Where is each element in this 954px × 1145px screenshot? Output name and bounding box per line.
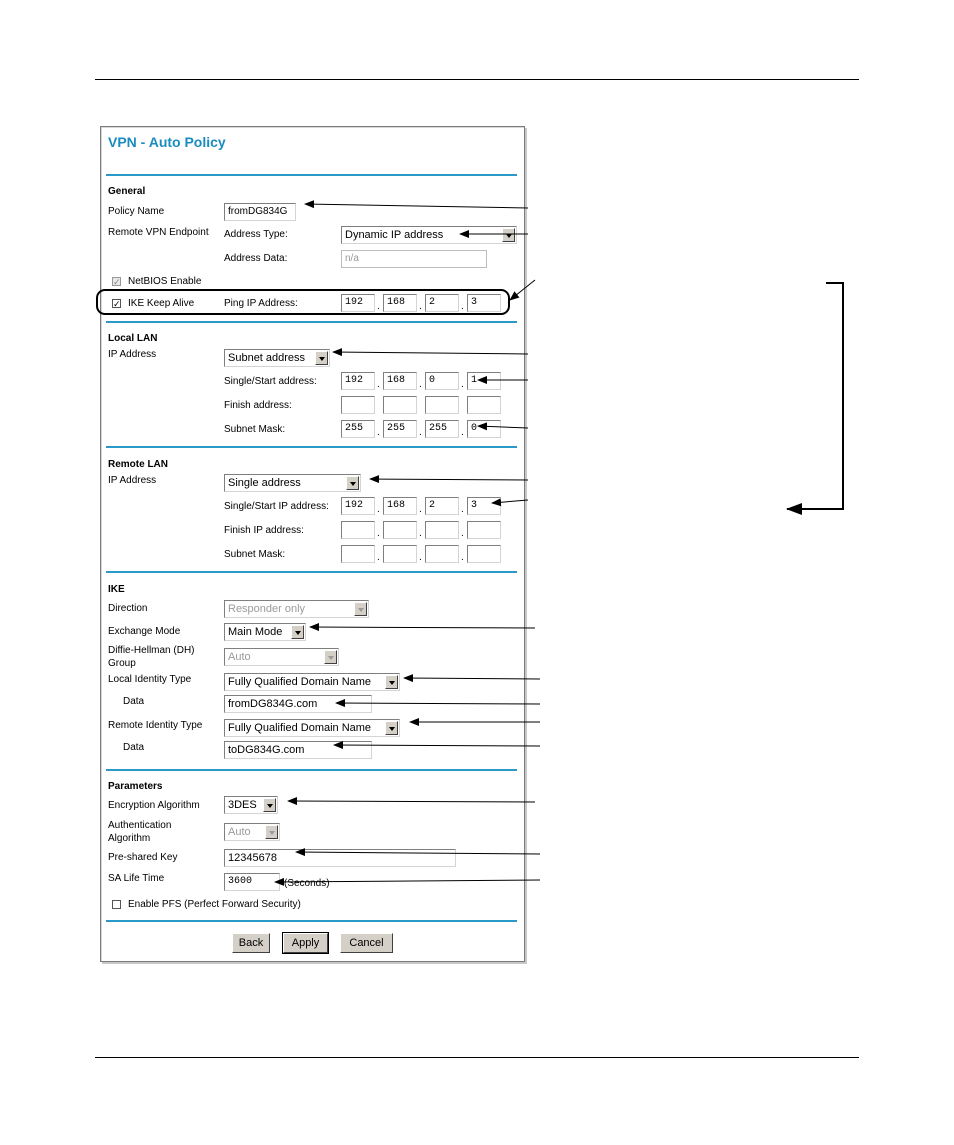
ip-dot: . — [377, 504, 380, 515]
authentication-label-2: Algorithm — [108, 833, 151, 844]
ike-heading: IKE — [108, 584, 125, 595]
ip-dot: . — [419, 427, 422, 438]
remote-ip-type-value: Single address — [228, 477, 301, 489]
remote-finish-label: Finish IP address: — [224, 525, 304, 536]
sa-life-time-unit: (Seconds) — [284, 878, 330, 889]
local-ip-address-label: IP Address — [108, 349, 157, 360]
remote-vpn-endpoint-label: Remote VPN Endpoint — [108, 227, 209, 238]
remote-mask-label: Subnet Mask: — [224, 549, 286, 560]
local-mask-octet-1[interactable]: 255 — [341, 420, 375, 438]
ip-dot: . — [377, 301, 380, 312]
local-start-octet-3[interactable]: 0 — [425, 372, 459, 390]
ping-ip-octet-1[interactable]: 192 — [341, 294, 375, 312]
policy-name-label: Policy Name — [108, 206, 165, 217]
dh-group-value: Auto — [228, 651, 251, 663]
apply-button[interactable]: Apply — [283, 933, 328, 953]
callout-arrows — [275, 204, 843, 882]
local-identity-type-value: Fully Qualified Domain Name — [228, 676, 372, 688]
exchange-mode-label: Exchange Mode — [108, 626, 181, 637]
ip-dot: . — [461, 301, 464, 312]
address-data-label: Address Data: — [224, 253, 288, 264]
ping-ip-octet-3[interactable]: 2 — [425, 294, 459, 312]
ip-dot: . — [419, 379, 422, 390]
parameters-heading: Parameters — [108, 781, 163, 792]
direction-value: Responder only — [228, 603, 306, 615]
local-lan-heading: Local LAN — [108, 333, 158, 344]
remote-data-label: Data — [123, 742, 145, 753]
address-type-value: Dynamic IP address — [345, 229, 444, 241]
ip-dot: . — [377, 552, 380, 563]
dh-group-label-1: Diffie-Hellman (DH) — [108, 645, 195, 656]
remote-start-octet-2[interactable]: 168 — [383, 497, 417, 515]
local-mask-octet-3[interactable]: 255 — [425, 420, 459, 438]
sa-life-time-input[interactable]: 3600 — [224, 873, 280, 891]
page-title: VPN - Auto Policy — [108, 134, 226, 150]
back-button[interactable]: Back — [232, 933, 270, 953]
local-mask-octet-2[interactable]: 255 — [383, 420, 417, 438]
netbios-label: NetBIOS Enable — [128, 276, 202, 287]
local-start-octet-4[interactable]: 1 — [467, 372, 501, 390]
ping-ip-label: Ping IP Address: — [224, 298, 298, 309]
netbios-checkbox[interactable]: ✓ — [113, 277, 121, 287]
ip-dot: . — [377, 379, 380, 390]
sa-life-time-label: SA Life Time — [108, 873, 165, 884]
local-data-label: Data — [123, 696, 145, 707]
address-type-label: Address Type: — [224, 229, 288, 240]
exchange-mode-value: Main Mode — [228, 626, 283, 638]
remote-ip-address-label: IP Address — [108, 475, 157, 486]
ip-dot: . — [461, 552, 464, 563]
remote-start-octet-4[interactable]: 3 — [467, 497, 501, 515]
local-start-octet-2[interactable]: 168 — [383, 372, 417, 390]
local-ip-type-value: Subnet address — [228, 352, 306, 364]
ip-dot: . — [419, 528, 422, 539]
ip-dot: . — [419, 301, 422, 312]
pre-shared-key-label: Pre-shared Key — [108, 852, 178, 863]
remote-start-octet-3[interactable]: 2 — [425, 497, 459, 515]
direction-label: Direction — [108, 603, 148, 614]
remote-start-octet-1[interactable]: 192 — [341, 497, 375, 515]
local-data-input[interactable]: fromDG834G.com — [224, 695, 372, 713]
ip-dot: . — [461, 379, 464, 390]
remote-identity-type-label: Remote Identity Type — [108, 720, 203, 731]
remote-data-input[interactable]: toDG834G.com — [224, 741, 372, 759]
ip-dot: . — [461, 528, 464, 539]
ip-dot: . — [377, 427, 380, 438]
ip-dot: . — [461, 504, 464, 515]
remote-lan-heading: Remote LAN — [108, 459, 169, 470]
remote-identity-type-value: Fully Qualified Domain Name — [228, 722, 372, 734]
authentication-algorithm-value: Auto — [228, 826, 251, 838]
ike-keepalive-checkbox[interactable]: ✓ — [113, 299, 121, 309]
ip-dot: . — [419, 552, 422, 563]
local-mask-octet-4[interactable]: 0 — [467, 420, 501, 438]
local-start-octet-1[interactable]: 192 — [341, 372, 375, 390]
local-mask-label: Subnet Mask: — [224, 424, 286, 435]
ping-ip-octet-4[interactable]: 3 — [467, 294, 501, 312]
encryption-algorithm-label: Encryption Algorithm — [108, 800, 200, 811]
local-identity-type-label: Local Identity Type — [108, 674, 192, 685]
encryption-algorithm-value: 3DES — [228, 799, 257, 811]
ip-dot: . — [461, 427, 464, 438]
enable-pfs-label: Enable PFS (Perfect Forward Security) — [128, 899, 301, 910]
policy-name-input[interactable]: fromDG834G — [224, 203, 296, 221]
ike-keepalive-label: IKE Keep Alive — [128, 298, 195, 309]
local-finish-label: Finish address: — [224, 400, 292, 411]
dh-group-label-2: Group — [108, 658, 136, 669]
remote-start-label: Single/Start IP address: — [224, 501, 329, 512]
local-start-label: Single/Start address: — [224, 376, 317, 387]
cancel-button[interactable]: Cancel — [340, 933, 393, 953]
ip-dot: . — [377, 528, 380, 539]
ping-ip-octet-2[interactable]: 168 — [383, 294, 417, 312]
ip-dot: . — [419, 504, 422, 515]
general-heading: General — [108, 186, 146, 197]
pre-shared-key-input[interactable]: 12345678 — [224, 849, 456, 867]
authentication-label-1: Authentication — [108, 820, 172, 831]
address-data-input[interactable]: n/a — [341, 250, 487, 268]
